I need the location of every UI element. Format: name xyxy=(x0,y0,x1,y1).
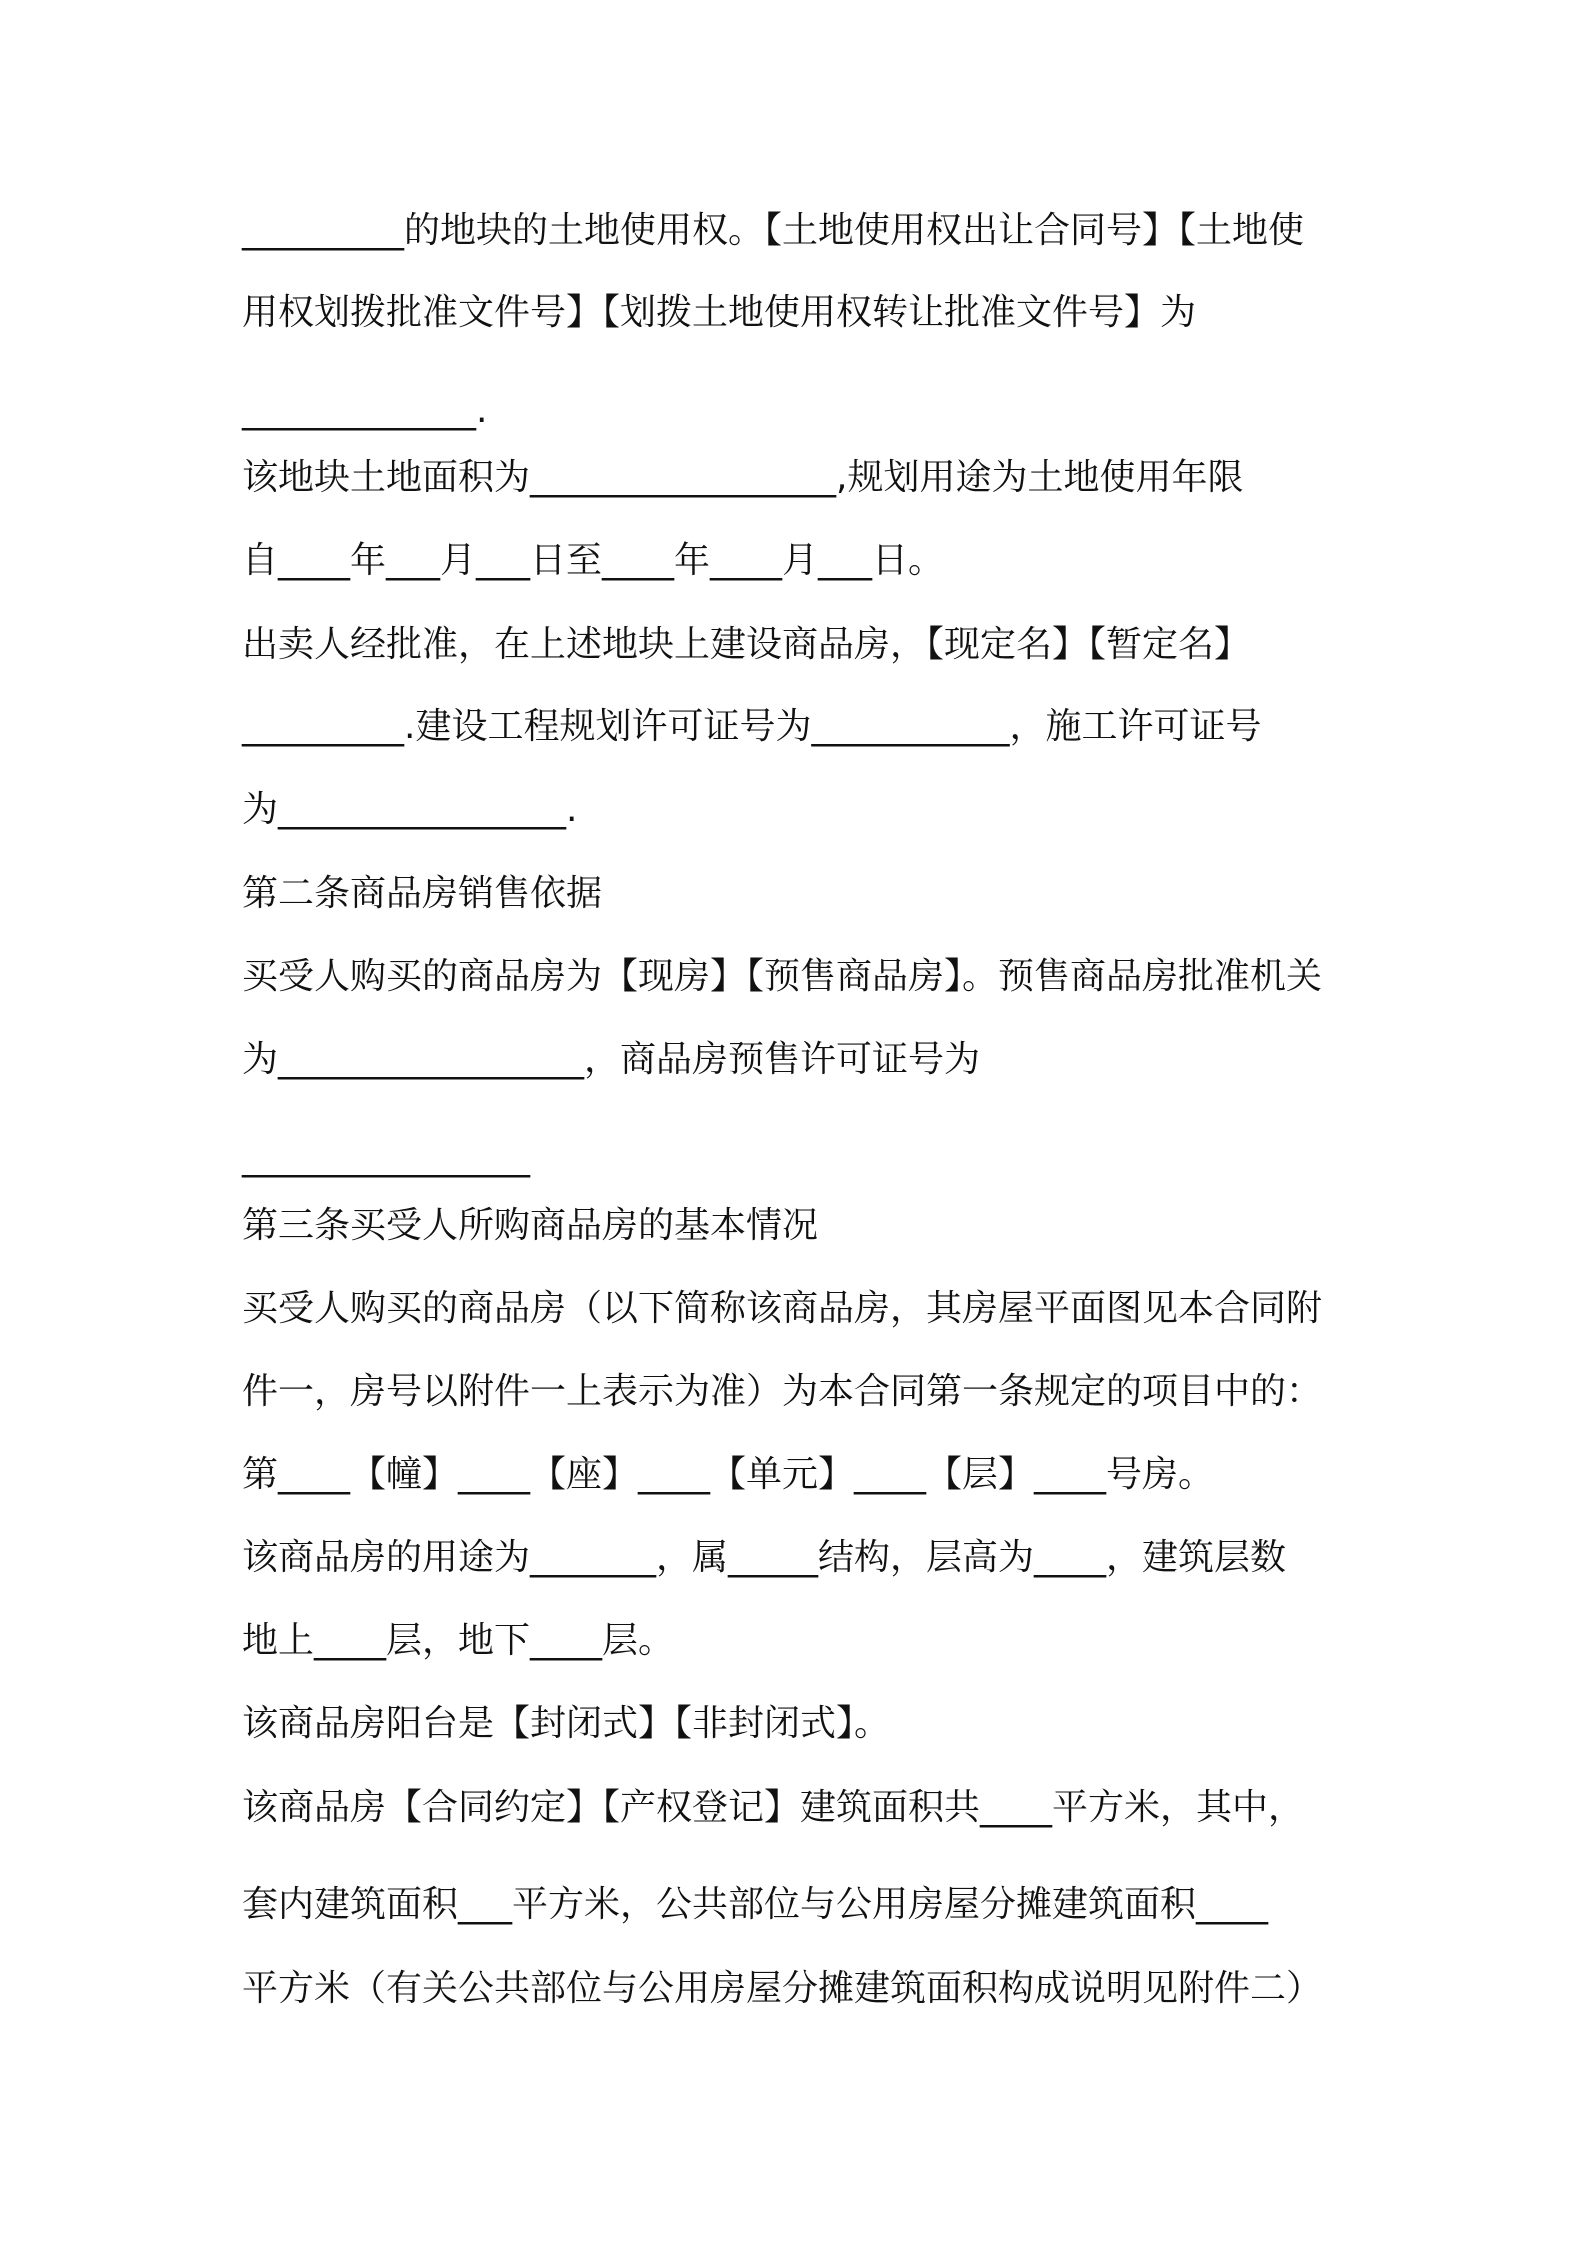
text-line: 该地块土地面积为_________________,规划用途为土地使用年限 xyxy=(242,457,1244,498)
section-heading: 第二条商品房销售依据 xyxy=(242,873,603,914)
text-line: 该商品房的用途为_______，属_____结构，层高为____，建筑层数 xyxy=(242,1537,1287,1578)
text-line: ________________ xyxy=(242,1137,530,1178)
text-line: 买受人购买的商品房（以下简称该商品房，其房屋平面图见本合同附 xyxy=(242,1288,1323,1329)
text-line: 出卖人经批准，在上述地块上建设商品房，【现定名】【暂定名】 xyxy=(242,624,1251,665)
text-line: _________.建设工程规划许可证号为___________，施工许可证号 xyxy=(242,706,1262,747)
text-line: 为_________________，商品房预售许可证号为 xyxy=(242,1039,981,1080)
text-line: 自____年___月___日至____年____月___日。 xyxy=(242,540,944,581)
text-line: 地上____层，地下____层。 xyxy=(242,1620,675,1661)
text-line: 该商品房阳台是【封闭式】【非封闭式】。 xyxy=(242,1703,891,1744)
text-line: _____________. xyxy=(242,390,488,431)
text-line: 套内建筑面积___平方米，公共部位与公用房屋分摊建筑面积____ xyxy=(242,1884,1269,1925)
text-line: 第____【幢】____【座】____【单元】____【层】____号房。 xyxy=(242,1454,1215,1495)
text-line: 为________________. xyxy=(242,789,578,830)
text-line: 件一，房号以附件一上表示为准）为本合同第一条规定的项目中的： xyxy=(242,1371,1323,1412)
text-line: _________的地块的土地使用权。【土地使用权出让合同号】【土地使 xyxy=(242,210,1305,251)
text-line: 买受人购买的商品房为【现房】【预售商品房】。预售商品房批准机关 xyxy=(242,956,1323,997)
text-line: 平方米（有关公共部位与公用房屋分摊建筑面积构成说明见附件二） xyxy=(242,1968,1323,2009)
section-heading: 第三条买受人所购商品房的基本情况 xyxy=(242,1205,819,1246)
text-line: 用权划拨批准文件号】【划拨土地使用权转让批准文件号】为 xyxy=(242,292,1197,333)
text-line: 该商品房【合同约定】【产权登记】建筑面积共____平方米，其中， xyxy=(242,1787,1305,1828)
